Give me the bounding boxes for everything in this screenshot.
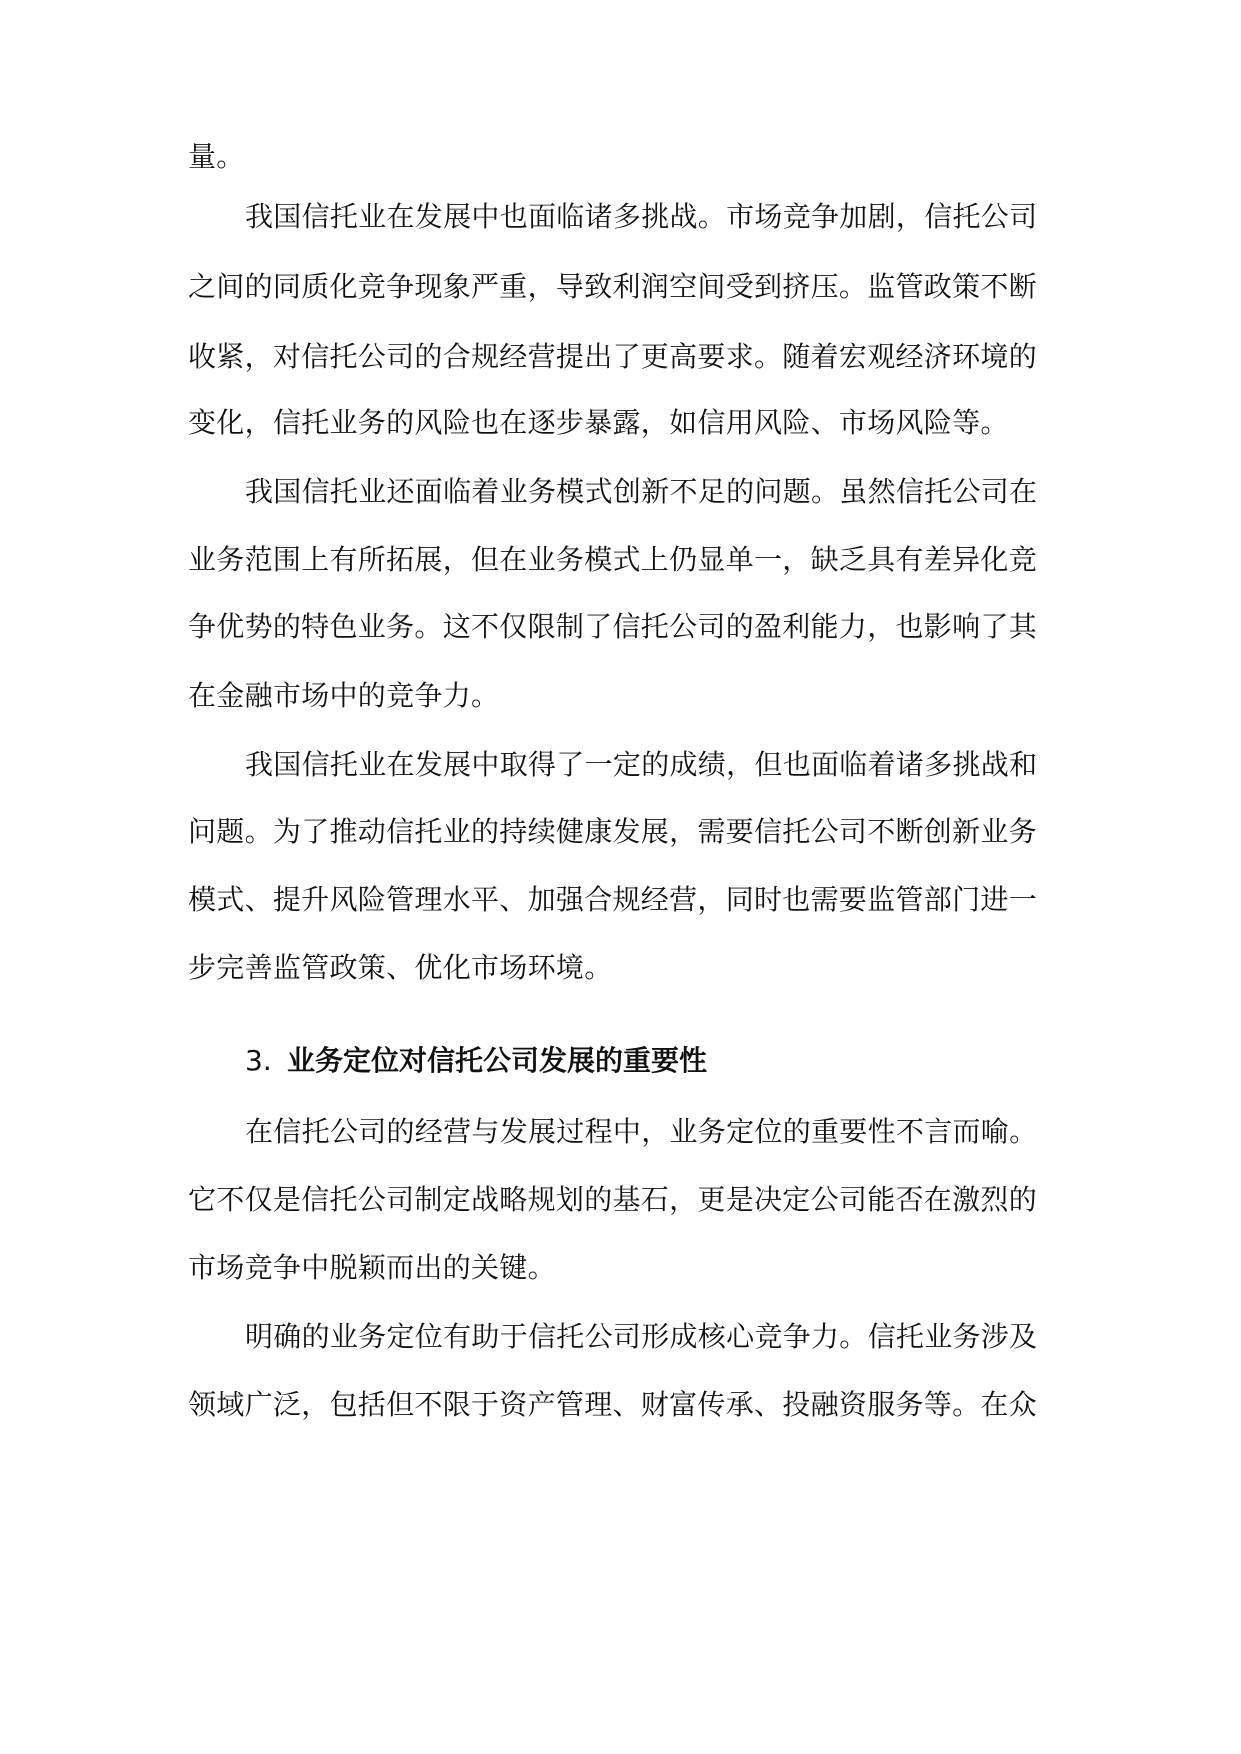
text-line: 市场竞争中脱颖而出的关键。	[188, 1251, 556, 1284]
text-line: 步完善监管政策、优化市场环境。	[188, 951, 613, 984]
text-line: 收紧，对信托公司的合规经营提出了更高要求。随着宏观经济环境的	[188, 340, 1038, 373]
text-line: 量。	[188, 140, 245, 173]
paragraph-start-line: 我国信托业在发展中也面临诸多挑战。市场竞争加剧，信托公司	[245, 200, 1038, 233]
paragraph-start-line: 我国信托业在发展中取得了一定的成绩，但也面临着诸多挑战和	[245, 748, 1038, 781]
text-line: 领域广泛，包括但不限于资产管理、财富传承、投融资服务等。在众	[188, 1388, 1038, 1421]
text-line: 模式、提升风险管理水平、加强合规经营，同时也需要监管部门进一	[188, 883, 1038, 916]
text-line: 问题。为了推动信托业的持续健康发展，需要信托公司不断创新业务	[188, 815, 1038, 848]
text-line: 之间的同质化竞争现象严重，导致利润空间受到挤压。监管政策不断	[188, 270, 1038, 303]
text-line: 它不仅是信托公司制定战略规划的基石，更是决定公司能否在激烈的	[188, 1183, 1038, 1216]
paragraph-start-line: 在信托公司的经营与发展过程中，业务定位的重要性不言而喻。	[245, 1115, 1038, 1148]
text-line: 业务范围上有所拓展，但在业务模式上仍显单一，缺乏具有差异化竞	[188, 543, 1038, 576]
text-line: 变化，信托业务的风险也在逐步暴露，如信用风险、市场风险等。	[188, 406, 1009, 439]
section-title: 业务定位对信托公司发展的重要性	[287, 1044, 708, 1077]
paragraph-start-line: 我国信托业还面临着业务模式创新不足的问题。虽然信托公司在	[245, 475, 1038, 508]
text-line: 在金融市场中的竞争力。	[188, 679, 500, 712]
section-heading	[245, 1041, 707, 1081]
text-line: 争优势的特色业务。这不仅限制了信托公司的盈利能力，也影响了其	[188, 610, 1038, 643]
paragraph-start-line: 明确的业务定位有助于信托公司形成核心竞争力。信托业务涉及	[245, 1320, 1038, 1353]
section-number: 3.	[245, 1044, 272, 1077]
